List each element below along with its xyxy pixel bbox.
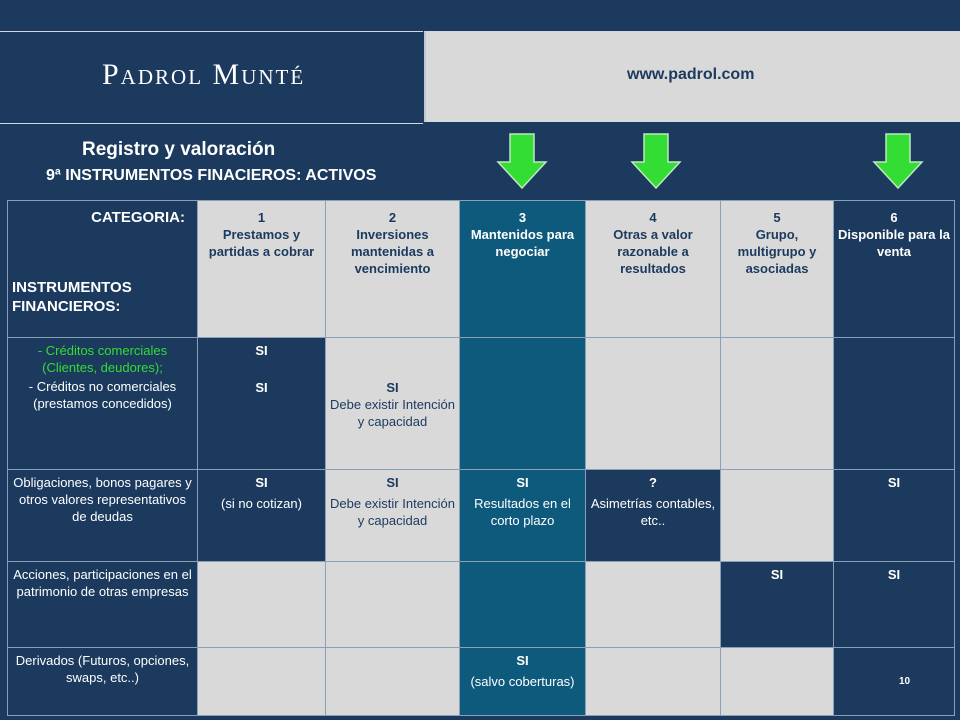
- corner-header-cell: [8, 201, 198, 338]
- table-cell: SI: [721, 562, 834, 648]
- table-row: [8, 470, 955, 562]
- slide-subtitle: 9ª INSTRUMENTOS FINACIEROS: ACTIVOS: [46, 167, 377, 184]
- column-header-2: 2 Inversiones mantenidas a vencimiento: [326, 201, 460, 338]
- column-header-4: 4 Otras a valor razonable a resultados: [586, 201, 721, 338]
- table-cell: SI: [834, 470, 955, 562]
- table-cell: [586, 338, 721, 470]
- table-cell: SI (salvo coberturas): [460, 648, 586, 716]
- green-arrow-icon: [630, 132, 682, 190]
- column-header-1: 1 Prestamos y partidas a cobrar: [198, 201, 326, 338]
- row-label-part: - Créditos comerciales (Clientes, deudores);: [37, 343, 168, 375]
- table-cell: [834, 648, 955, 716]
- website-link[interactable]: www.padrol.com: [627, 66, 755, 83]
- green-arrow-icon: [496, 132, 548, 190]
- instruments-label: INSTRUMENTOS FINANCIEROS:: [12, 279, 132, 315]
- column-header-3: 3 Mantenidos para negociar: [460, 201, 586, 338]
- table-row: [8, 562, 955, 648]
- instruments-table: [7, 200, 955, 716]
- table-cell: SI Resultados en el corto plazo: [460, 470, 586, 562]
- table-cell: [198, 562, 326, 648]
- top-bar: [0, 0, 960, 30]
- table-row: [8, 338, 955, 470]
- table-cell: [198, 648, 326, 716]
- company-logo: Padrol Munté: [102, 58, 306, 91]
- table-cell: [326, 562, 460, 648]
- page-number: 10: [899, 676, 911, 687]
- table-cell: SI (si no cotizan): [198, 470, 326, 562]
- row-label-part: - Créditos no comerciales (prestamos concedidos): [28, 379, 177, 411]
- table-cell: ? Asimetrías contables, etc..: [586, 470, 721, 562]
- row-label: [8, 338, 198, 470]
- table-cell: SI Debe existir Intención y capacidad: [326, 470, 460, 562]
- column-header-5: 5 Grupo, multigrupo y asociadas: [721, 201, 834, 338]
- table-cell: [460, 562, 586, 648]
- table-cell: [721, 470, 834, 562]
- table-cell: [721, 648, 834, 716]
- row-label: Derivados (Futuros, opciones, swaps, etc..): [8, 648, 198, 716]
- table-header-row: [8, 201, 955, 338]
- slide-title: Registro y valoración: [82, 139, 276, 160]
- table-cell: [586, 648, 721, 716]
- category-label: CATEGORIA:: [91, 209, 185, 226]
- table-cell: SI SI: [198, 338, 326, 470]
- table-cell: [326, 648, 460, 716]
- table-cell: [460, 338, 586, 470]
- table-row: [8, 648, 955, 716]
- table-cell: SI: [834, 562, 955, 648]
- green-arrow-icon: [872, 132, 924, 190]
- table-cell: SI Debe existir Intención y capacidad: [326, 338, 460, 470]
- table-cell: [586, 562, 721, 648]
- table-cell: [721, 338, 834, 470]
- table-cell: [834, 338, 955, 470]
- column-header-6: 6 Disponible para la venta: [834, 201, 955, 338]
- row-label: Acciones, participaciones en el patrimonio de otras empresas: [8, 562, 198, 648]
- row-label: Obligaciones, bonos pagares y otros valores representativos de deudas: [8, 470, 198, 562]
